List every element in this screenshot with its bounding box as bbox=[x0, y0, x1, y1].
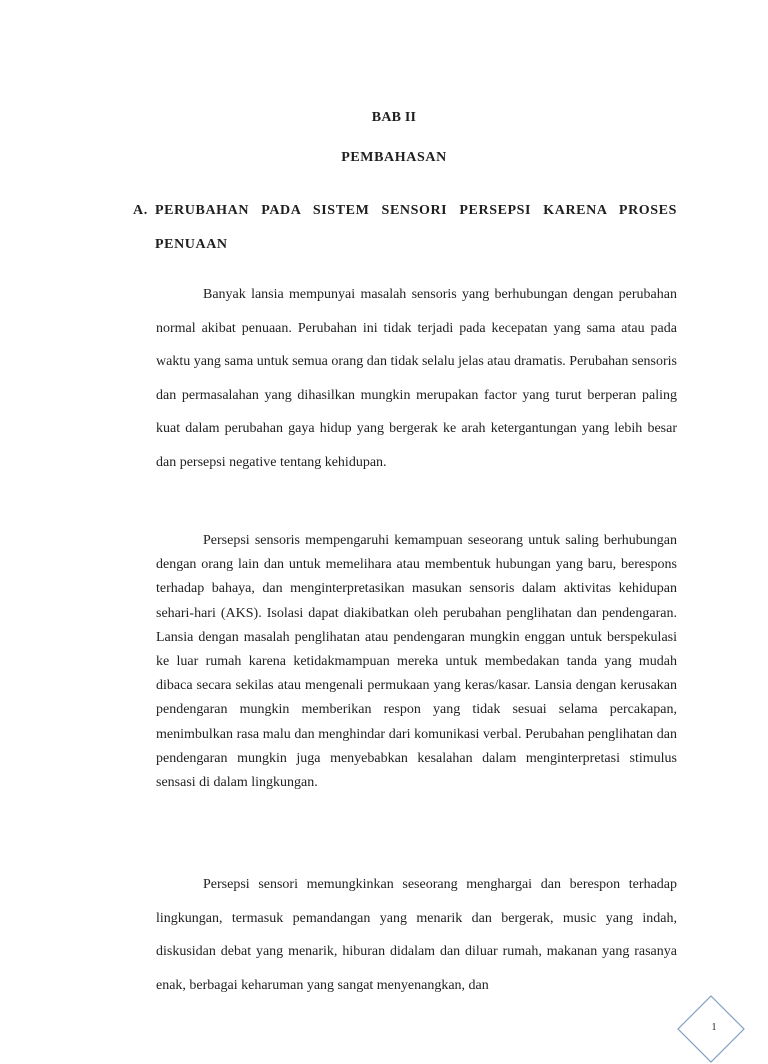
paragraph-3: Persepsi sensori memungkinkan seseorang menghargai dan berespon terhadap lingkungan, termasuk pemandangan yang menarik dan bergerak, music yang indah, diskusidan debat yang menarik, hiburan didalam dan diluar rumah, makanan yang rasanya enak, berbagai keharuman yang sangat menyenangkan, dan bbox=[156, 877, 677, 993]
chapter-title: BAB II bbox=[371, 110, 417, 125]
page-number-badge bbox=[676, 994, 746, 1064]
section-title: PERUBAHAN PADA SISTEM SENSORI PERSEPSI KARENA PROSES PENUAAN bbox=[155, 203, 677, 252]
paragraph-2: Persepsi sensoris mempengaruhi kemampuan seseorang untuk saling berhubungan dengan orang lain dan untuk memelihara atau membentuk hubungan yang baru, berespons terhadap bahaya, dan menginterpretasikan masukan sensoris dalam aktivitas kehidupan sehari-hari (AKS). Isolasi dapat diakibatkan oleh perubahan penglihatan dan pendengaran. Lansia dengan masalah penglihatan atau pendengaran mungkin enggan untuk berspekulasi ke luar rumah karena ketidakmampuan mereka untuk membedakan tanda yang mudah dibaca secara sekilas atau mengenali permukaan yang keras/kasar. Lansia dengan kerusakan pendengaran mungkin memberikan respon yang tidak sesuai selama percakapan, menimbulkan rasa malu dan menghindar dari komunikasi verbal. Perubahan penglihatan dan pendengaran mungkin juga menyebabkan kesalahan dalam menginterpretasi stimulus sensasi di dalam lingkungan. bbox=[156, 533, 677, 791]
paragraph-1: Banyak lansia mempunyai masalah sensoris yang berhubungan dengan perubahan normal akibat penuaan. Perubahan ini tidak terjadi pada kecepatan yang sama atau pada waktu yang sama untuk semua orang dan tidak selalu jelas atau dramatis. Perubahan sensoris dan permasalahan yang dihasilkan mungkin merupakan factor yang turut berperan paling kuat dalam perubahan gaya hidup yang bergerak ke arah ketergantungan yang lebih besar dan persepsi negative tentang kehidupan. bbox=[156, 287, 677, 470]
page-number: 1 bbox=[711, 1022, 717, 1033]
section-heading bbox=[133, 194, 677, 262]
section-marker: A. bbox=[133, 203, 148, 218]
chapter-subtitle: PEMBAHASAN bbox=[341, 150, 447, 165]
